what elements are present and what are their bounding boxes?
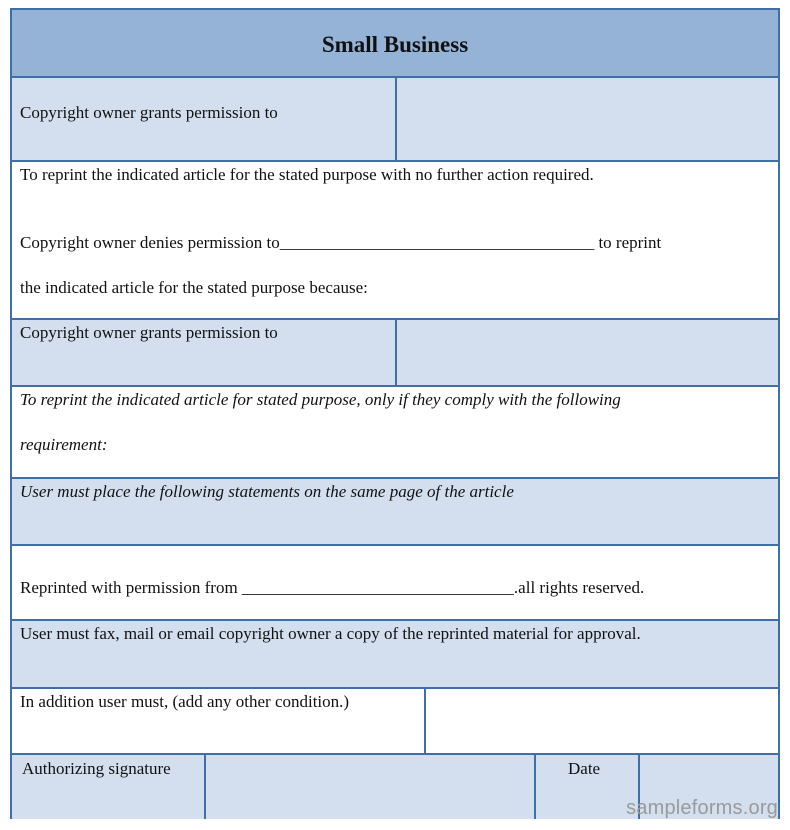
reprinted-blank[interactable]: ________________________________ bbox=[241, 578, 514, 597]
statement-note: User must place the following statements on the same page of the article bbox=[20, 482, 514, 501]
reprinted-suffix: .all rights reserved. bbox=[513, 578, 645, 597]
signature-label: Authorizing signature bbox=[22, 759, 171, 778]
grants-row-2 bbox=[12, 318, 778, 386]
denies-line-1 bbox=[20, 233, 661, 253]
grants-value-field-2[interactable] bbox=[395, 320, 778, 386]
form-title: Small Business bbox=[321, 32, 469, 57]
denies-suffix: to reprint bbox=[598, 233, 662, 252]
denies-line-2: the indicated article for the stated purpose because: bbox=[20, 278, 368, 297]
grants-label-cell-1 bbox=[12, 78, 397, 160]
signature-field[interactable] bbox=[204, 755, 534, 819]
title-row bbox=[12, 10, 778, 76]
statement-note-row bbox=[12, 477, 778, 545]
denies-blank[interactable]: _____________________________________ bbox=[279, 233, 595, 252]
reprinted-prefix: Reprinted with permission from bbox=[20, 578, 238, 597]
denies-prefix: Copyright owner denies permission to bbox=[20, 233, 280, 252]
watermark: sampleforms.org bbox=[626, 797, 778, 819]
reprint-denies-block bbox=[12, 160, 778, 320]
date-label-cell bbox=[534, 755, 640, 819]
grants-label-1: Copyright owner grants permission to bbox=[20, 103, 278, 122]
date-label: Date bbox=[568, 759, 601, 778]
reprinted-line bbox=[20, 578, 644, 598]
grants-value-field-1[interactable] bbox=[395, 78, 778, 160]
addition-value-field[interactable] bbox=[424, 689, 778, 754]
grants-label-2: Copyright owner grants permission to bbox=[20, 323, 278, 342]
addition-row bbox=[12, 687, 778, 754]
fax-note: User must fax, mail or email copyright owner a copy of the reprinted material for approval. bbox=[20, 624, 641, 643]
requirement-block bbox=[12, 385, 778, 477]
requirement-line-2: requirement: bbox=[20, 435, 108, 454]
fax-note-row bbox=[12, 619, 778, 687]
grants-row-1 bbox=[12, 76, 778, 160]
grants-label-cell-2 bbox=[12, 320, 397, 386]
requirement-line-1: To reprint the indicated article for stated purpose, only if they comply with the following bbox=[20, 390, 621, 409]
addition-label-cell bbox=[12, 689, 426, 754]
reprint-statement: To reprint the indicated article for the stated purpose with no further action required. bbox=[20, 165, 594, 184]
small-business-form bbox=[10, 8, 780, 819]
addition-label: In addition user must, (add any other condition.) bbox=[20, 692, 350, 711]
signature-label-cell bbox=[12, 755, 206, 819]
reprinted-row bbox=[12, 544, 778, 620]
